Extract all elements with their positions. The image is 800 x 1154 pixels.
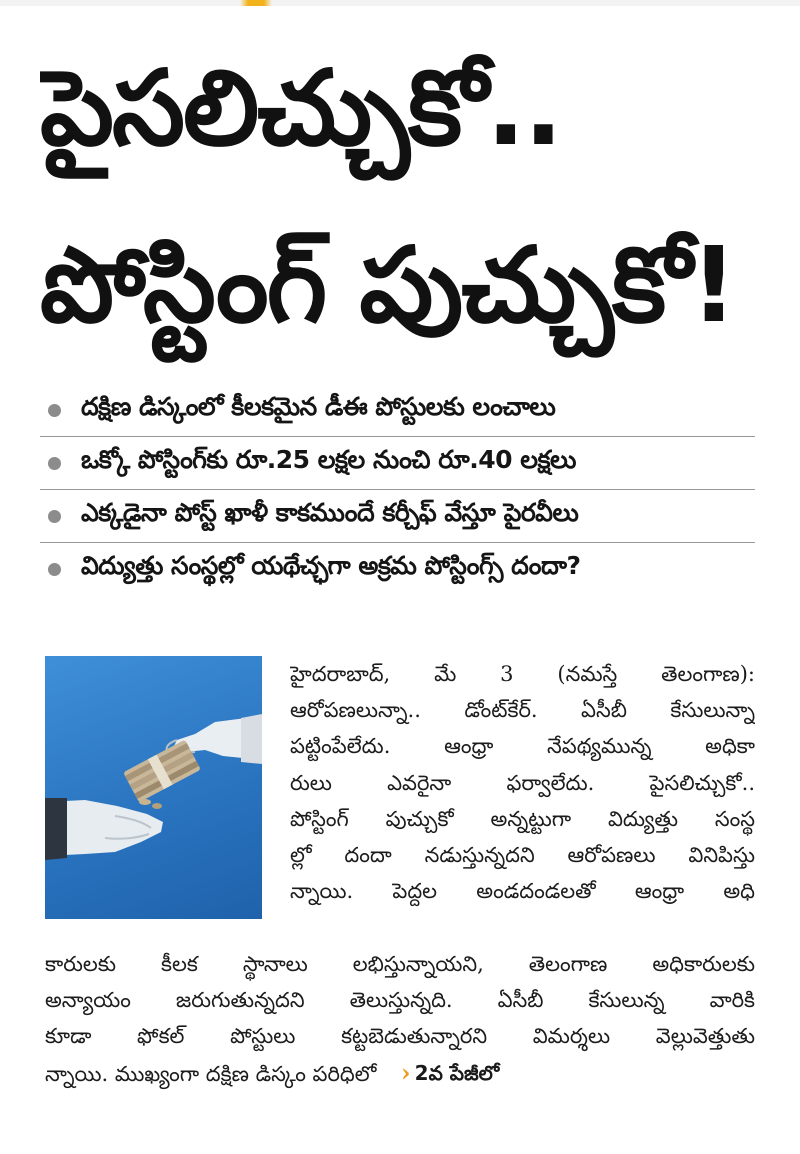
bullet-text: ఒక్కో పోస్టింగ్‌కు రూ.25 లక్షల నుంచి రూ.40 లక్షలు: [81, 445, 576, 474]
summary-bullets: [40, 384, 755, 595]
article-line: కారులకు కీలక స్థానాలు లభిస్తున్నాయని, తెలంగాణ అధికారులకు: [45, 952, 755, 976]
article-line: ల్లో దందా నడుస్తున్నదని ఆరోపణలు వినిపిస్తు: [290, 843, 755, 868]
chevron-right-icon: ›: [401, 1057, 411, 1087]
article-line: ఆరోపణలున్నా.. డోంట్‌కేర్. ఏసీబీ కేసులున్నా: [290, 698, 755, 723]
headline-line-2: పోస్టింగ్ పుచ్చుకో!: [40, 224, 736, 346]
bullet-text: ఎక్కడైనా పోస్ట్ ఖాళీ కాకముందే కర్చీఫ్ వేస్తూ పైరవీలు: [81, 498, 579, 527]
article-line: న్నాయి. ముఖ్యంగా దక్షిణ డిస్కం పరిధిలో: [45, 1061, 377, 1086]
bullet-text: విద్యుత్తు సంస్థల్లో యథేచ్ఛగా అక్రమ పోస్టింగ్స్ దందా?: [81, 551, 581, 580]
bullet-item: [40, 543, 755, 595]
bribe-money-handover-image: [45, 656, 262, 919]
bullet-dot-icon: [48, 563, 61, 576]
article-column-right: [290, 656, 755, 909]
bullet-dot-icon: [48, 457, 61, 470]
bullet-item: [40, 437, 755, 490]
article-line: హైదరాబాద్, మే 3 (నమస్తే తెలంగాణ):: [290, 662, 755, 686]
bullet-text: దక్షిణ డిస్కంలో కీలకమైన డీఈ పోస్టులకు లంచాలు: [81, 392, 556, 421]
hands-with-money-illustration: [45, 656, 262, 919]
article-line: న్నాయి. పెద్దల అండదండలతో ఆంధ్రా అధి: [290, 879, 755, 904]
top-color-strip: [0, 0, 800, 6]
bullet-item: [40, 384, 755, 437]
article-line: పోస్టింగ్ పుచ్చుకో అన్నట్టుగా విద్యుత్తు సంస్థ: [290, 806, 755, 831]
article-line: కూడా ఫోకల్ పోస్టులు కట్టబెడుతున్నారని విమర్శలు వెల్లువెత్తుతు: [45, 1024, 755, 1049]
bullet-item: [40, 490, 755, 543]
headline-line-1: పైసలిచ్చుకో..: [40, 47, 562, 169]
continued-page-label: 2వ పేజీలో: [414, 1060, 500, 1085]
article-line: రులు ఎవరైనా ఫర్వాలేదు. పైసలిచ్చుకో..: [290, 770, 755, 795]
article-line: పట్టింపేలేదు. ఆంధ్రా నేపథ్యమున్న అధికా: [290, 734, 755, 759]
continued-on-page-link[interactable]: [401, 1055, 499, 1091]
article-column-full: [45, 946, 755, 1092]
article-line: అన్యాయం జరుగుతున్నదని తెలుస్తున్నది. ఏసీబీ కేసులున్న వారికి: [45, 988, 755, 1013]
article-last-line: [45, 1055, 755, 1092]
bullet-dot-icon: [48, 404, 61, 417]
bullet-dot-icon: [48, 510, 61, 523]
